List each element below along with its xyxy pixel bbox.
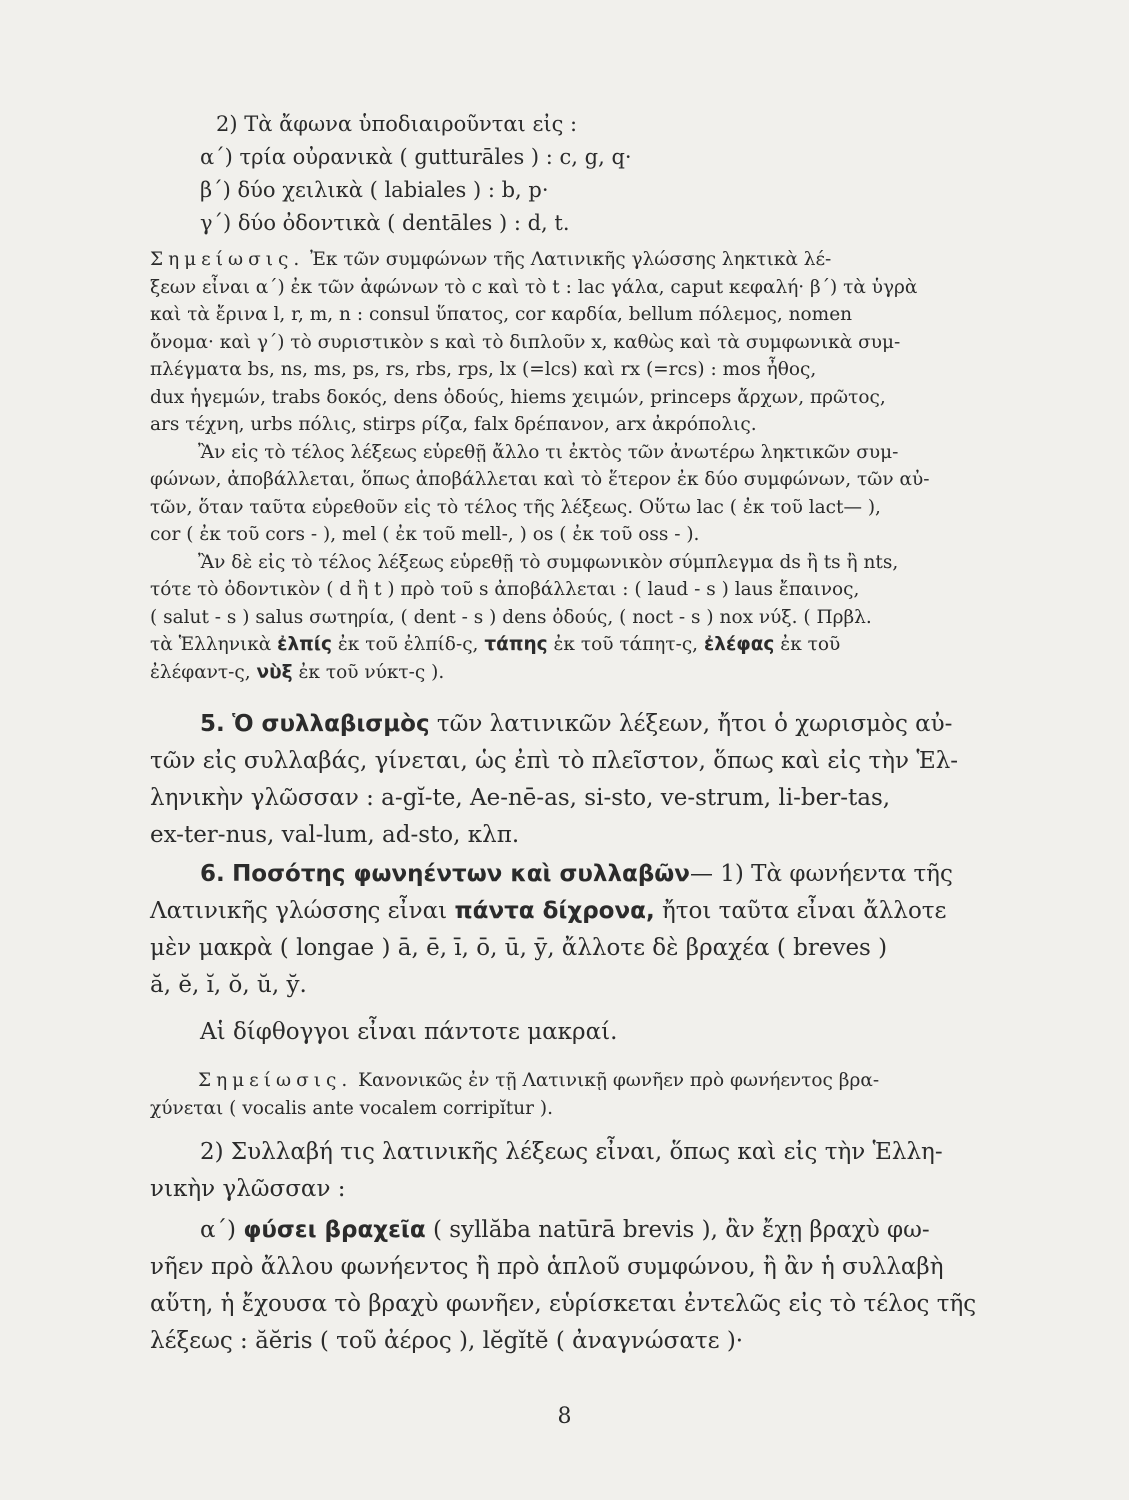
section-number: 6. xyxy=(200,861,225,887)
text-line: ξεων εἶναι α΄) ἐκ τῶν ἀφώνων τὸ c καὶ τὸ t : lac γάλα, caput κεφαλή· β΄) τὰ ὑγρὰ xyxy=(150,276,918,298)
section-6-quantity xyxy=(150,856,989,1051)
text-span: τὰ Ἑλληνικὰ xyxy=(150,634,278,655)
list-item: α΄) τρία οὐρανικὰ ( gutturāles ) : c, g, q· xyxy=(200,145,632,169)
text-line: μὲν μακρὰ ( longae ) ā, ē, ī, ō, ū, ȳ, ἄλλοτε δὲ βραχέα ( breves ) xyxy=(150,935,888,961)
list-item: β΄) δύο χειλικὰ ( labiales ) : b, p· xyxy=(200,178,549,202)
text-span: ἤτοι ταῦτα εἶναι ἄλλοτε xyxy=(654,898,947,924)
text-line: ( salut - s ) salus σωτηρία, ( dent - s ) dens ὀδούς, ( noct - s ) nox νύξ. ( Πρβλ. xyxy=(150,606,872,628)
text-line xyxy=(150,706,989,743)
text-line: φώνων, ἀποβάλλεται, ὅπως ἀποβάλλεται καὶ τὸ ἕτερον ἐκ δύο συμφώνων, τῶν αὐ- xyxy=(150,469,930,490)
bold-phrase: φύσει βραχεῖα xyxy=(243,1217,426,1243)
text-line: νικὴν γλῶσσαν : xyxy=(150,1176,346,1202)
bold-phrase: πάντα δίχρονα, xyxy=(454,898,655,924)
text-line: χύνεται ( vocalis ante vocalem corripĭtur ). xyxy=(150,1097,553,1119)
text-line xyxy=(150,856,989,893)
text-line: Ἂν δὲ εἰς τὸ τέλος λέξεως εὑρεθῇ τὸ συμφωνικὸν σύμπλεγμα ds ἢ ts ἢ nts, xyxy=(198,551,899,573)
text-line xyxy=(150,1067,989,1095)
text-line: νῆεν πρὸ ἄλλου φωνήεντος ἢ πρὸ ἁπλοῦ συμφώνου, ἢ ἂν ἡ συλλαβὴ xyxy=(150,1254,944,1280)
text-line: ars τέχνη, urbs πόλις, stirps ρίζα, falx δρέπανον, arx ἀκρόπολις. xyxy=(150,414,757,435)
text-line: Ἐκ τῶν συμφώνων τῆς Λατινικῆς γλώσσης ληκτικὰ λέ- xyxy=(310,249,832,270)
text-span: Κανονικῶς ἐν τῇ Λατινικῇ φωνῆεν πρὸ φωνήεντος βρα- xyxy=(358,1070,880,1091)
text-line: Αἱ δίφθογγοι εἶναι πάντοτε μακραί. xyxy=(200,1019,618,1045)
list-item: γ΄) δύο ὀδοντικὰ ( dentāles ) : d, t. xyxy=(200,211,570,235)
bold-word: νὺξ xyxy=(256,661,293,683)
section-number: 5. xyxy=(200,711,225,737)
text-span: τῶν λατινικῶν λέξεων, ἤτοι ὁ χωρισμὸς αὐ- xyxy=(429,711,953,737)
page-number: 8 xyxy=(557,1404,572,1429)
note-vowel-before-vowel xyxy=(150,1067,989,1122)
text-line xyxy=(150,631,989,659)
text-line: τῶν εἰς συλλαβάς, γίνεται, ὡς ἐπὶ τὸ πλεῖστον, ὅπως καὶ εἰς τὴν Ἑλ- xyxy=(150,748,959,774)
text-line: λέξεως : ăĕris ( τοῦ ἀέρος ), lĕgĭtĕ ( ἀναγνώσατε )· xyxy=(150,1328,744,1354)
text-span: α΄) xyxy=(200,1217,244,1243)
text-span: ἐλέφαντ-ς, xyxy=(150,661,257,683)
text-line: πλέγματα bs, ns, ms, ps, rs, rbs, rps, lx (=lcs) καὶ rx (=rcs) : mos ἦθος, xyxy=(150,359,817,380)
text-span: Λατινικῆς γλώσσης εἶναι xyxy=(150,898,455,924)
section-5-syllabification xyxy=(150,706,989,854)
note-label: Σημείωσις. xyxy=(150,249,305,270)
text-span: ἐκ τοῦ νύκτ-ς ). xyxy=(292,661,445,683)
text-line: τότε τὸ ὀδοντικὸν ( d ἢ t ) πρὸ τοῦ s ἀποβάλλεται : ( laud - s ) laus ἔπαινος, xyxy=(150,579,860,600)
bold-word: ἐλέφας xyxy=(703,634,775,655)
section-title: Ὁ συλλαβισμὸς xyxy=(232,711,430,737)
note-final-consonants xyxy=(150,246,989,686)
text-line: Ἂν εἰς τὸ τέλος λέξεως εὑρεθῇ ἄλλο τι ἐκτὸς τῶν ἀνωτέρω ληκτικῶν συμ- xyxy=(198,441,899,463)
note-label: Σημείωσις. xyxy=(198,1070,353,1091)
consonant-subdivision xyxy=(150,108,989,240)
text-span: ( syllăba natūrā brevis ), ἂν ἔχῃ βραχὺ φω- xyxy=(425,1217,930,1243)
text-line: ὄνομα· καὶ γ΄) τὸ συριστικὸν s καὶ τὸ διπλοῦν x, καθὼς καὶ τὰ συμφωνικὰ συμ- xyxy=(150,331,901,353)
text-span: — 1) Τὰ φωνήεντα τῆς xyxy=(689,861,953,887)
text-line: ă, ĕ, ĭ, ŏ, ŭ, y̆. xyxy=(150,972,307,998)
text-line: cor ( ἐκ τοῦ cors - ), mel ( ἐκ τοῦ mell-, ) os ( ἐκ τοῦ oss - ). xyxy=(150,524,700,545)
text-span: ἐκ τοῦ τάπητ-ς, xyxy=(547,634,704,655)
text-line xyxy=(150,1212,989,1249)
text-span: ἐκ τοῦ ἐλπίδ-ς, xyxy=(331,634,485,655)
text-line: αὕτη, ἡ ἔχουσα τὸ βραχὺ φωνῆεν, εὑρίσκεται ἐντελῶς εἰς τὸ τέλος τῆς xyxy=(150,1291,977,1317)
text-line: ληνικὴν γλῶσσαν : a-gĭ-te, Ae-nē-as, si-sto, ve-strum, li-ber-tas, xyxy=(150,785,891,811)
text-span: ἐκ τοῦ xyxy=(774,634,841,655)
syllable-quantity-rules xyxy=(150,1134,989,1360)
text-line xyxy=(150,893,989,930)
bold-word: ἐλπίς xyxy=(277,634,332,655)
text-line: 2) Συλλαβή τις λατινικῆς λέξεως εἶναι, ὅπως καὶ εἰς τὴν Ἑλλη- xyxy=(200,1139,943,1165)
bold-word: τάπης xyxy=(484,634,548,655)
text-line: dux ἡγεμών, trabs δοκός, dens ὀδούς, hiems χειμών, princeps ἄρχων, πρῶτος, xyxy=(150,386,886,408)
text-line xyxy=(150,659,989,687)
text-line: καὶ τὰ ἔρινα l, r, m, n : consul ὕπατος, cor καρδία, bellum πόλεμος, nomen xyxy=(150,304,853,325)
text-line: τῶν, ὅταν ταῦτα εὑρεθοῦν εἰς τὸ τέλος τῆς λέξεως. Οὕτω lac ( ἐκ τοῦ lact— ), xyxy=(150,496,881,518)
section-title: Ποσότης φωνηέντων καὶ συλλαβῶν xyxy=(232,861,690,887)
text-line: ex-ter-nus, val-lum, ad-sto, κλπ. xyxy=(150,822,520,848)
subdivision-heading: 2) Τὰ ἄφωνα ὑποδιαιροῦνται εἰς : xyxy=(216,112,578,136)
